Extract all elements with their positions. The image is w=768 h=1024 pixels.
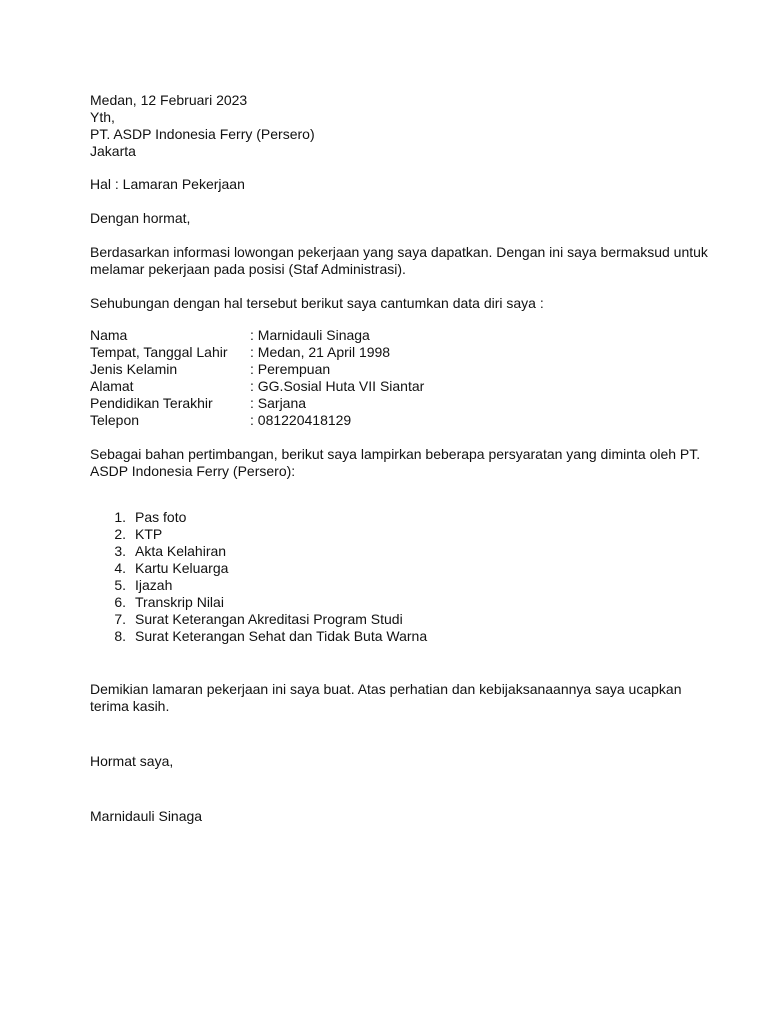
list-text: Akta Kelahiran (135, 543, 227, 559)
data-label: Nama (90, 327, 128, 343)
attachment-intro-line: Sebagai bahan pertimbangan, berikut saya lampirkan beberapa persyaratan yang diminta oleh PT. (90, 446, 701, 462)
data-label: Telepon (90, 412, 140, 428)
recipient-greeting: Yth, (90, 109, 115, 125)
data-label: Tempat, Tanggal Lahir (90, 344, 228, 360)
list-number: 2. (114, 526, 126, 542)
list-text: Kartu Keluarga (135, 560, 229, 576)
data-label: Pendidikan Terakhir (90, 395, 213, 411)
attachment-intro (90, 446, 701, 480)
list-number: 8. (114, 628, 126, 644)
list-number: 1. (114, 509, 126, 525)
list-number: 3. (114, 543, 126, 559)
list-text: Surat Keterangan Akreditasi Program Studi (135, 611, 403, 627)
list-text: Transkrip Nilai (135, 594, 224, 610)
intro-line: melamar pekerjaan pada posisi (Staf Administrasi). (90, 261, 406, 277)
list-number: 4. (114, 560, 126, 576)
data-value: : Marnidauli Sinaga (250, 327, 370, 343)
closing-paragraph (90, 681, 690, 715)
data-label: Jenis Kelamin (90, 361, 178, 377)
sign-off: Hormat saya, (90, 753, 174, 769)
place-date: Medan, 12 Februari 2023 (90, 92, 248, 108)
list-text: Ijazah (135, 577, 173, 593)
list-text: Surat Keterangan Sehat dan Tidak Buta Warna (135, 628, 428, 644)
closing-line: Demikian lamaran pekerjaan ini saya buat. Atas perhatian dan kebijaksanaannya saya ucapkan (90, 681, 682, 697)
list-number: 7. (114, 611, 126, 627)
data-value: : Perempuan (250, 361, 331, 377)
letter-subject: Hal : Lamaran Pekerjaan (90, 176, 245, 192)
list-number: 6. (114, 594, 126, 610)
salutation: Dengan hormat, (90, 210, 191, 226)
data-value: : Sarjana (250, 395, 307, 411)
list-text: Pas foto (135, 509, 187, 525)
recipient-company: PT. ASDP Indonesia Ferry (Persero) (90, 126, 315, 142)
list-number: 5. (114, 577, 126, 593)
data-value: : 081220418129 (250, 412, 352, 428)
signer-name: Marnidauli Sinaga (90, 808, 203, 824)
data-value: : Medan, 21 April 1998 (250, 344, 391, 360)
intro-paragraph (90, 244, 708, 278)
data-value: : GG.Sosial Huta VII Siantar (250, 378, 425, 394)
data-intro: Sehubungan dengan hal tersebut berikut saya cantumkan data diri saya : (90, 295, 544, 311)
closing-line: terima kasih. (90, 698, 170, 714)
intro-line: Berdasarkan informasi lowongan pekerjaan yang saya dapatkan. Dengan ini saya bermaksud untuk (90, 244, 708, 260)
recipient-city: Jakarta (90, 143, 136, 159)
list-text: KTP (135, 526, 163, 542)
attachment-intro-line: ASDP Indonesia Ferry (Persero): (90, 463, 296, 479)
data-label: Alamat (90, 378, 134, 394)
